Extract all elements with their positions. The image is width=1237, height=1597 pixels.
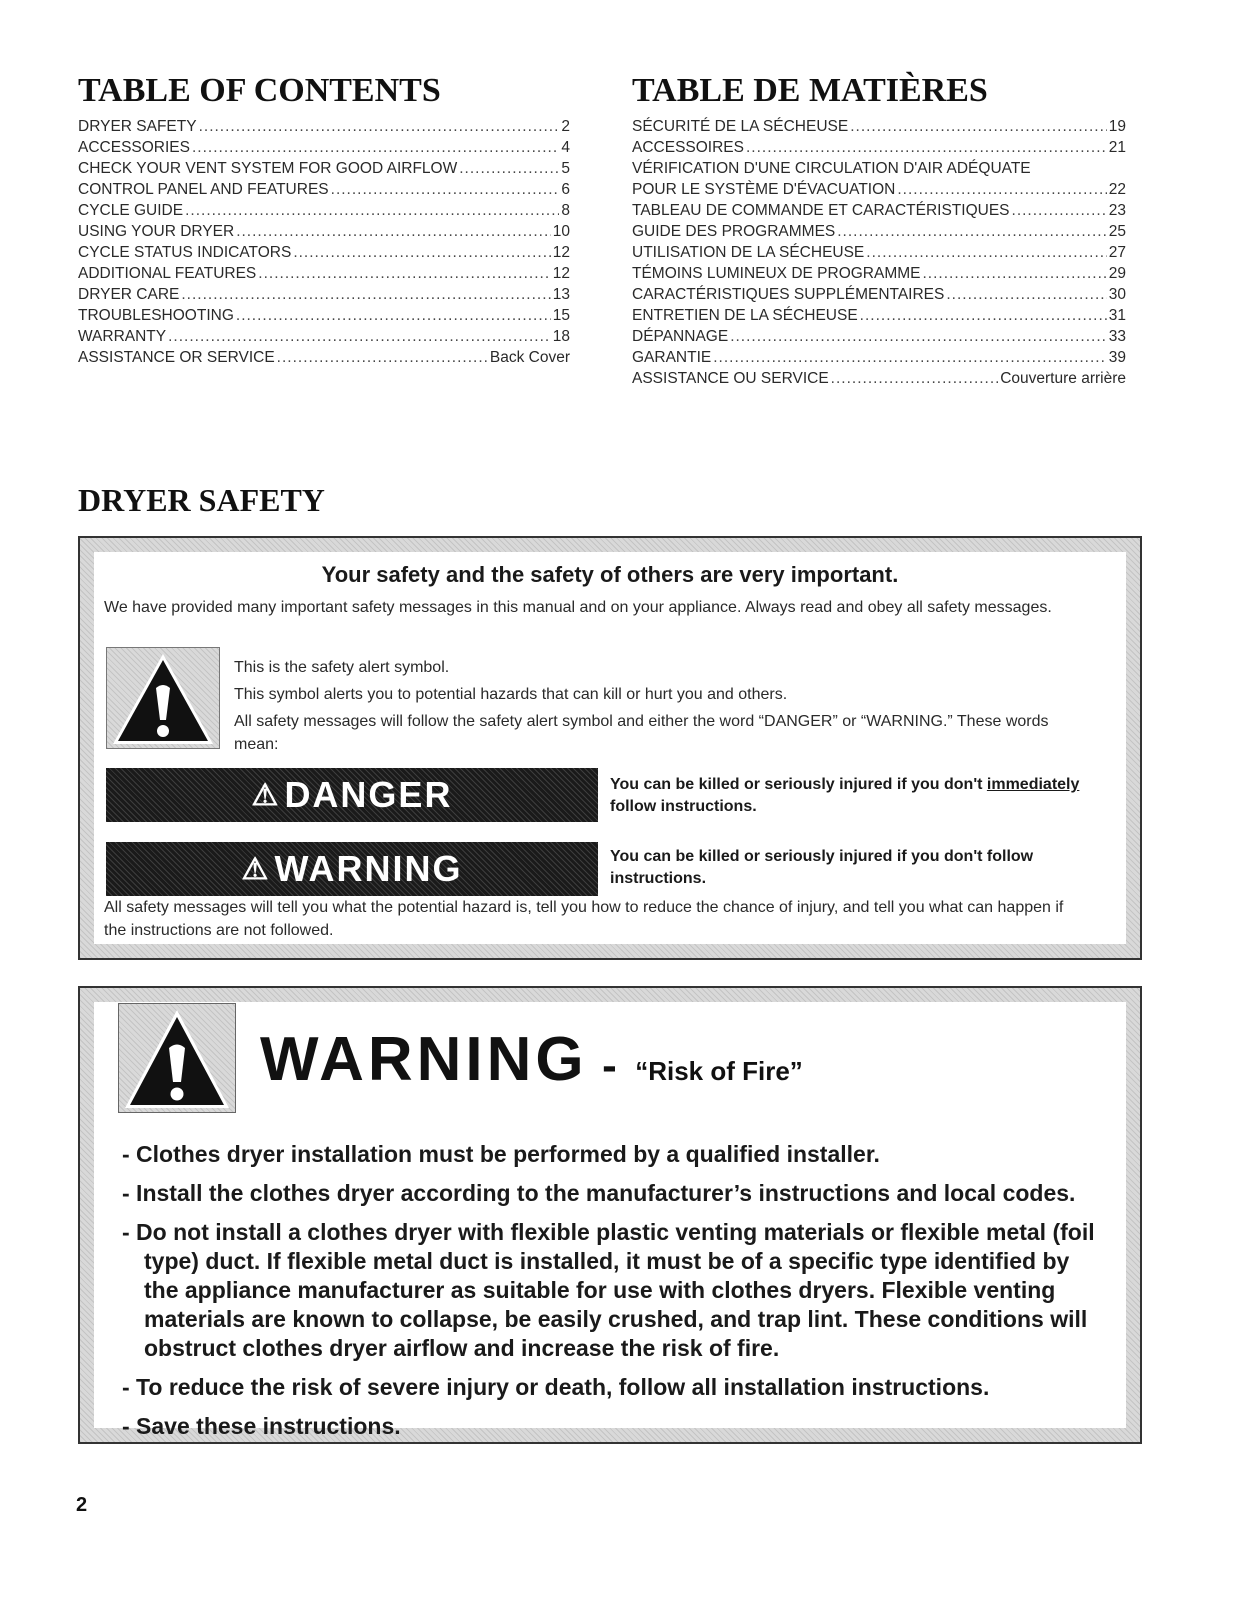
- toc-fr-item-label: POUR LE SYSTÈME D'ÉVACUATION: [632, 181, 896, 198]
- fire-warning-box: [78, 986, 1142, 1444]
- toc-fr-item: [632, 221, 1126, 242]
- toc-fr-item-label: ENTRETIEN DE LA SÉCHEUSE: [632, 307, 858, 324]
- toc-fr-item-label: UTILISATION DE LA SÉCHEUSE: [632, 244, 865, 261]
- toc-fr-item-label: SÉCURITÉ DE LA SÉCHEUSE: [632, 118, 849, 135]
- toc-en-item: [78, 137, 570, 158]
- toc-en-item-page: 2: [561, 118, 570, 135]
- fire-warning-item: - Install the clothes dryer according to the manufacturer’s instructions and local codes.: [122, 1180, 1076, 1206]
- toc-fr-item: [632, 284, 1126, 305]
- toc-en-item-page: 6: [561, 181, 570, 198]
- toc-fr-item-leader: [897, 179, 1106, 200]
- toc-fr-item-label: ACCESSOIRES: [632, 139, 744, 156]
- toc-fr-item-leader: [746, 137, 1107, 158]
- toc-en-item: [78, 263, 570, 284]
- toc-fr-item-leader: [831, 368, 999, 389]
- toc-en-item-page: 12: [552, 244, 570, 261]
- fire-warning-title-row: [260, 1024, 803, 1095]
- safety-closing-text: All safety messages will tell you what the potential hazard is, tell you how to reduce the chance of injury, and tell you what can happen if the instructions are not followed.: [104, 899, 1064, 939]
- toc-en-item-page: 12: [552, 265, 570, 282]
- warning-label: WARNING: [274, 848, 463, 889]
- safety-important-title: Your safety and the safety of others are very important.: [321, 562, 899, 587]
- toc-fr-item-page: 25: [1108, 223, 1126, 240]
- danger-desc-underlined: immediately: [986, 776, 1080, 793]
- toc-en-item-label: WARRANTY: [78, 328, 167, 345]
- toc-en-item-leader: [168, 326, 551, 347]
- toc-en-item-page: 5: [561, 160, 570, 177]
- toc-en-item-label: USING YOUR DRYER: [78, 223, 235, 240]
- alert-line-3: All safety messages will follow the safety alert symbol and either the word “DANGER” or “WARNING.” These words mean:: [234, 713, 1049, 753]
- toc-en-item-label: TROUBLESHOOTING: [78, 307, 234, 324]
- toc-en-item-leader: [236, 221, 551, 242]
- toc-en-item-label: DRYER SAFETY: [78, 118, 197, 135]
- toc-fr-item: [632, 242, 1126, 263]
- toc-en-item-page: 15: [552, 307, 570, 324]
- toc-en-item-leader: [199, 116, 560, 137]
- warning-signal-panel: [106, 842, 598, 896]
- fire-warning-item: - Clothes dryer installation must be performed by a qualified installer.: [122, 1141, 880, 1167]
- toc-fr-item-leader: [946, 284, 1106, 305]
- toc-en-item-leader: [181, 284, 550, 305]
- fire-warning-item: - To reduce the risk of severe injury or death, follow all installation instructions.: [122, 1374, 990, 1400]
- fire-warning-subtitle: “Risk of Fire”: [635, 1056, 803, 1086]
- toc-heading-en: TABLE OF CONTENTS: [78, 72, 441, 109]
- toc-en-item-page: Back Cover: [489, 349, 570, 366]
- toc-fr-item-page: 21: [1108, 139, 1126, 156]
- toc-fr-item-label: TABLEAU DE COMMANDE ET CARACTÉRISTIQUES: [632, 202, 1010, 219]
- toc-en-item-label: ASSISTANCE OR SERVICE: [78, 349, 275, 366]
- safety-intro-text: We have provided many important safety messages in this manual and on your appliance. Always read and obey all safety messages.: [104, 599, 1052, 616]
- toc-fr-item-label: GUIDE DES PROGRAMMES: [632, 223, 836, 240]
- toc-fr-item: [632, 200, 1126, 221]
- fire-warning-item: - Save these instructions.: [122, 1413, 401, 1439]
- alert-line-1: This is the safety alert symbol.: [234, 659, 450, 676]
- alert-line-2: This symbol alerts you to potential hazards that can kill or hurt you and others.: [234, 686, 788, 703]
- toc-fr-item-page: 29: [1108, 265, 1126, 282]
- toc-fr-item: [632, 137, 1126, 158]
- toc-fr-item: [632, 116, 1126, 137]
- fire-warning-symbol: [118, 1003, 236, 1113]
- toc-fr-item-label: VÉRIFICATION D'UNE CIRCULATION D'AIR ADÉQUATE: [632, 160, 1031, 177]
- toc-fr-item-page: 23: [1108, 202, 1126, 219]
- danger-desc-part-2: follow instructions.: [610, 798, 757, 815]
- toc-heading-fr: TABLE DE MATIÈRES: [632, 72, 988, 109]
- toc-en-item: [78, 326, 570, 347]
- toc-en-item-label: ACCESSORIES: [78, 139, 190, 156]
- toc-fr-item-label: TÉMOINS LUMINEUX DE PROGRAMME: [632, 265, 921, 282]
- toc-en-item: [78, 179, 570, 200]
- safety-message-box: [78, 536, 1142, 960]
- toc-en-item: [78, 158, 570, 179]
- toc-en-item-label: DRYER CARE: [78, 286, 180, 303]
- toc-fr-item-page: 39: [1108, 349, 1126, 366]
- toc-en-item-leader: [459, 158, 559, 179]
- toc-fr-item-leader: [1012, 200, 1107, 221]
- toc-fr-item-label: CARACTÉRISTIQUES SUPPLÉMENTAIRES: [632, 286, 945, 303]
- toc-fr-item-page: 27: [1108, 244, 1126, 261]
- fire-warning-dash: -: [602, 1041, 621, 1090]
- toc-en-item-label: ADDITIONAL FEATURES: [78, 265, 257, 282]
- safety-alert-symbol: [106, 647, 220, 749]
- toc-fr-item-page: Couverture arrière: [1000, 370, 1126, 387]
- toc-en-item-label: CYCLE STATUS INDICATORS: [78, 244, 292, 261]
- toc-fr-item: [632, 158, 1126, 179]
- toc-en-item: [78, 305, 570, 326]
- safety-alert-triangle-icon: [107, 648, 219, 748]
- toc-en-item-label: CONTROL PANEL AND FEATURES: [78, 181, 329, 198]
- toc-list-en: [78, 116, 570, 368]
- toc-en-item-label: CYCLE GUIDE: [78, 202, 184, 219]
- toc-fr-item-label: GARANTIE: [632, 349, 712, 366]
- toc-en-item-leader: [258, 263, 550, 284]
- toc-en-item: [78, 200, 570, 221]
- toc-en-item-page: 8: [561, 202, 570, 219]
- toc-en-item-leader: [331, 179, 560, 200]
- toc-en-item: [78, 284, 570, 305]
- toc-fr-item-page: 19: [1108, 118, 1126, 135]
- toc-en-item: [78, 116, 570, 137]
- toc-fr-item-leader: [866, 242, 1106, 263]
- toc-list-fr: [632, 116, 1126, 389]
- toc-fr-item-page: 33: [1108, 328, 1126, 345]
- toc-fr-item: [632, 368, 1126, 389]
- fire-warning-item: - Do not install a clothes dryer with flexible plastic venting materials or flexible metal (foil type) duct. If flexible metal duct is installed, it must be of a specific type identified by the appliance manufacturer as suitable for use with clothes dryers. Flexible venting materials are known to collapse, be easily crushed, and trap lint. These conditions will obstruct clothes dryer airflow and increase the risk of fire.: [122, 1219, 1095, 1361]
- toc-fr-item: [632, 326, 1126, 347]
- page-number: 2: [76, 1494, 88, 1516]
- toc-fr-item-label: DÉPANNAGE: [632, 328, 729, 345]
- toc-en-item-leader: [236, 305, 551, 326]
- toc-fr-item-page: 31: [1108, 307, 1126, 324]
- toc-fr-item: [632, 305, 1126, 326]
- toc-fr-item: [632, 179, 1126, 200]
- toc-fr-item-leader: [713, 347, 1107, 368]
- toc-en-item: [78, 242, 570, 263]
- toc-en-item: [78, 221, 570, 242]
- warning-triangle-icon: ⚠: [241, 852, 271, 886]
- danger-description: [610, 774, 1130, 818]
- toc-en-item-page: 18: [552, 328, 570, 345]
- toc-fr-item-leader: [850, 116, 1107, 137]
- toc-fr-item: [632, 263, 1126, 284]
- toc-en-item-label: CHECK YOUR VENT SYSTEM FOR GOOD AIRFLOW: [78, 160, 458, 177]
- toc-fr-item: [632, 347, 1126, 368]
- dryer-safety-heading: DRYER SAFETY: [78, 482, 325, 518]
- toc-fr-item-page: 22: [1108, 181, 1126, 198]
- danger-desc-part-1: You can be killed or seriously injured if you don't: [610, 776, 987, 793]
- toc-en-item-page: 4: [561, 139, 570, 156]
- toc-en-item-leader: [192, 137, 559, 158]
- danger-signal-panel: [106, 768, 598, 822]
- warning-triangle-icon: ⚠: [251, 778, 281, 812]
- toc-fr-item-leader: [730, 326, 1107, 347]
- toc-fr-item-label: ASSISTANCE OU SERVICE: [632, 370, 829, 387]
- toc-en-item: [78, 347, 570, 368]
- toc-fr-item-leader: [860, 305, 1107, 326]
- toc-en-item-page: 10: [552, 223, 570, 240]
- toc-en-item-leader: [185, 200, 559, 221]
- toc-fr-item-page: 30: [1108, 286, 1126, 303]
- toc-fr-item-leader: [837, 221, 1107, 242]
- warning-description: You can be killed or seriously injured if you don't follow instructions.: [610, 848, 1034, 887]
- fire-warning-title: WARNING: [260, 1025, 588, 1094]
- toc-fr-item-leader: [923, 263, 1107, 284]
- danger-label: DANGER: [284, 774, 453, 815]
- safety-alert-triangle-icon: [119, 1004, 235, 1112]
- toc-en-item-leader: [277, 347, 488, 368]
- toc-en-item-page: 13: [552, 286, 570, 303]
- toc-en-item-leader: [293, 242, 550, 263]
- fire-warning-list: [122, 1140, 1102, 1451]
